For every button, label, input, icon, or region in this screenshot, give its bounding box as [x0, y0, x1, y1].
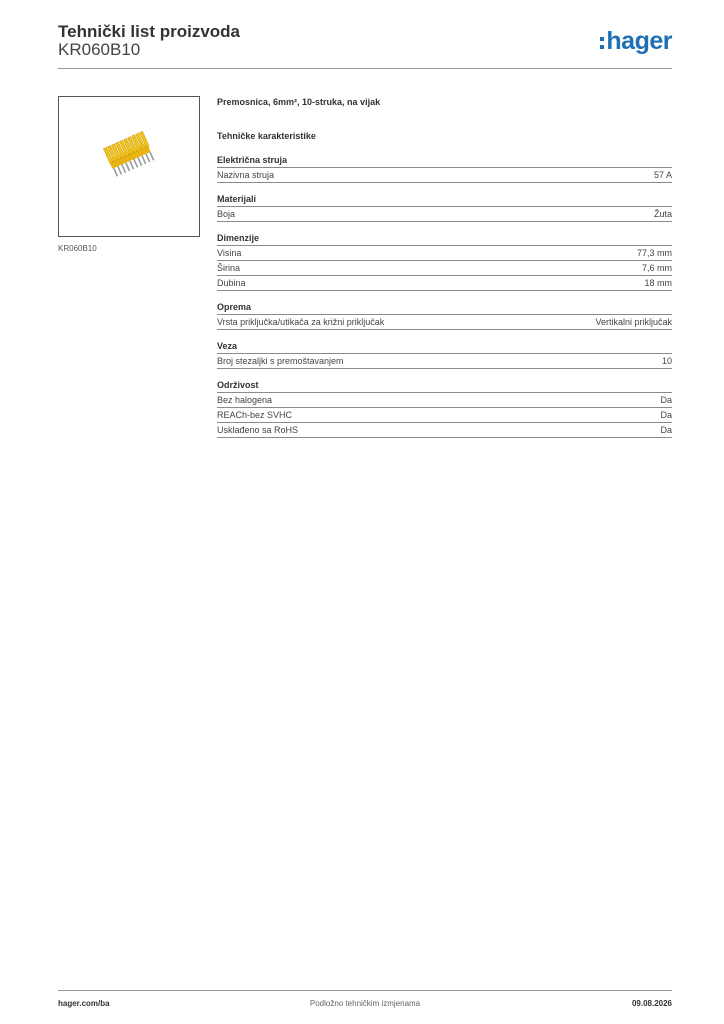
spec-label: Bez halogena [217, 395, 273, 405]
section-sustainability [217, 379, 672, 438]
spec-value: 18 mm [644, 278, 672, 288]
section-equipment [217, 301, 672, 330]
spec-label: REACh-bez SVHC [217, 410, 293, 420]
section-title: Dimenzije [217, 232, 672, 246]
spec-row [217, 393, 672, 408]
spec-row [217, 354, 672, 369]
section-electric-current [217, 154, 672, 183]
logo-dots [600, 37, 604, 49]
spec-row [217, 207, 672, 222]
document-title: Tehnički list proizvoda [58, 22, 240, 41]
spec-label: Usklađeno sa RoHS [217, 425, 299, 435]
spec-row [217, 168, 672, 183]
busbar-comb-icon [59, 97, 199, 236]
hager-logo-icon [600, 28, 672, 54]
product-code: KR060B10 [58, 40, 141, 59]
spec-value: Da [660, 395, 672, 405]
section-connection [217, 340, 672, 369]
spec-row [217, 261, 672, 276]
spec-value: Da [660, 410, 672, 420]
spec-label: Dubina [217, 278, 246, 288]
spec-row [217, 246, 672, 261]
spec-row [217, 423, 672, 438]
tech-characteristics-heading: Tehničke karakteristike [217, 131, 316, 141]
page-header [58, 20, 672, 69]
spec-value: Vertikalni priključak [595, 317, 672, 327]
spec-value: Žuta [653, 209, 672, 219]
spec-row [217, 315, 672, 330]
spec-value: 10 [661, 356, 672, 366]
section-title: Veza [217, 340, 672, 354]
spec-row [217, 408, 672, 423]
spec-label: Broj stezaljki s premoštavanjem [217, 356, 344, 366]
spec-label: Boja [217, 209, 236, 219]
spec-value: Da [660, 425, 672, 435]
spec-value: 77,3 mm [636, 248, 672, 258]
spec-content [217, 96, 672, 438]
spec-row [217, 276, 672, 291]
spec-label: Vrsta priključka/utikača za križni priključak [217, 317, 385, 327]
image-caption: KR060B10 [58, 244, 97, 253]
product-image-frame [58, 96, 200, 237]
spec-value: 7,6 mm [641, 263, 672, 273]
section-title: Materijali [217, 193, 672, 207]
spec-label: Širina [217, 263, 241, 273]
product-description: Premosnica, 6mm², 10-struka, na vijak [217, 97, 381, 107]
footer-date: 09.08.2026 [631, 999, 672, 1008]
section-title: Električna struja [217, 154, 672, 168]
footer-website-link[interactable]: hager.com/ba [58, 999, 110, 1008]
logo-text: hager [606, 27, 672, 55]
spec-label: Visina [217, 248, 242, 258]
section-title: Održivost [217, 379, 672, 393]
spec-label: Nazivna struja [217, 170, 275, 180]
section-dimensions [217, 232, 672, 291]
section-materials [217, 193, 672, 222]
section-title: Oprema [217, 301, 672, 315]
page-footer [58, 990, 672, 1015]
footer-disclaimer: Podložno tehničkim izmjenama [309, 999, 421, 1008]
spec-value: 57 A [653, 170, 672, 180]
